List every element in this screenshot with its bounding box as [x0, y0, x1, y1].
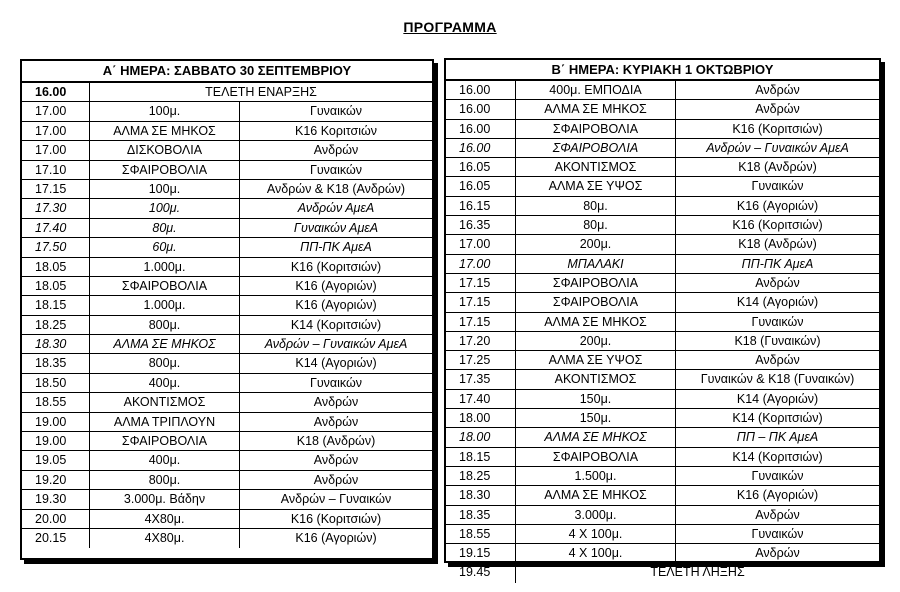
event-cell: 200μ. — [516, 332, 676, 350]
schedule-row — [22, 393, 432, 412]
event-cell: 60μ. — [90, 238, 240, 256]
schedule-row — [446, 177, 879, 196]
category-cell: Ανδρών — [313, 143, 359, 158]
event-cell: ΣΦΑΙΡΟΒΟΛΙΑ — [516, 120, 676, 138]
category-cell: Κ18 (Ανδρών) — [738, 160, 817, 175]
event-cell: ΜΠΑΛΑΚΙ — [516, 255, 676, 273]
category-cell: Κ16 (Κοριτσιών) — [290, 259, 382, 274]
category-cell: Κ14 (Κοριτσιών) — [732, 449, 823, 464]
category-cell: Κ14 (Αγοριών) — [295, 356, 377, 371]
category-cell: Ανδρών — [313, 395, 359, 410]
time-cell: 17.35 — [446, 370, 516, 388]
schedule-row — [446, 197, 879, 216]
schedule-row — [446, 139, 879, 158]
event-cell: 1.000μ. — [90, 258, 240, 276]
event-cell: 80μ. — [516, 216, 676, 234]
event-cell: 100μ. — [90, 180, 240, 198]
time-cell: 18.25 — [446, 467, 516, 485]
time-cell: 19.00 — [22, 432, 90, 450]
time-cell: 18.00 — [446, 409, 516, 427]
category-cell: Κ16 (Κοριτσιών) — [732, 121, 823, 136]
category-cell: Ανδρών — [755, 275, 800, 290]
event-cell: 200μ. — [516, 235, 676, 253]
schedule-row — [22, 413, 432, 432]
category-cell: Κ16 (Αγοριών) — [736, 198, 819, 213]
event-cell: ΑΛΜΑ ΣΕ ΜΗΚΟΣ — [516, 486, 676, 504]
category-cell: Γυναικών — [309, 375, 363, 390]
schedule-row — [22, 510, 432, 529]
time-cell: 19.15 — [446, 544, 516, 562]
category-cell: Κ18 (Ανδρών) — [738, 237, 817, 252]
category-cell: Κ18 (Γυναικών) — [734, 333, 821, 348]
event-cell: ΣΦΑΙΡΟΒΟΛΙΑ — [516, 448, 676, 466]
time-cell: 18.55 — [22, 393, 90, 411]
time-cell: 19.00 — [22, 413, 90, 431]
time-cell: 18.50 — [22, 374, 90, 392]
schedule-row — [22, 335, 432, 354]
day-two-header: Β΄ ΗΜΕΡΑ: ΚΥΡΙΑΚΗ 1 ΟΚΤΩΒΡΙΟΥ — [446, 60, 879, 81]
category-cell: Ανδρών — [755, 83, 800, 97]
schedule-row — [446, 81, 879, 100]
event-cell: 1.000μ. — [90, 296, 240, 314]
event-cell: ΔΙΣΚΟΒΟΛΙΑ — [90, 141, 240, 159]
time-cell: 16.00 — [446, 139, 516, 157]
category-cell: Ανδρών — [313, 414, 359, 429]
category-cell: ΠΠ-ΠΚ ΑμεΑ — [300, 240, 372, 255]
event-cell: ΑΛΜΑ ΣΕ ΜΗΚΟΣ — [90, 122, 240, 140]
category-cell: Γυναικών — [751, 179, 804, 194]
event-cell: 80μ. — [90, 219, 240, 237]
time-cell: 17.15 — [446, 274, 516, 292]
event-cell: ΑΛΜΑ ΣΕ ΜΗΚΟΣ — [90, 335, 240, 353]
time-cell: 17.15 — [22, 180, 90, 198]
time-cell: 20.15 — [22, 529, 90, 548]
time-cell: 17.30 — [22, 199, 90, 217]
time-cell: 18.35 — [446, 506, 516, 524]
time-cell: 18.05 — [22, 277, 90, 295]
category-cell: Γυναικών — [751, 314, 804, 329]
time-cell: 16.00 — [446, 100, 516, 118]
time-cell: 16.00 — [446, 81, 516, 99]
event-cell: ΑΛΜΑ ΤΡΙΠΛΟΥΝ — [90, 413, 240, 431]
event-cell: 4Χ80μ. — [90, 510, 240, 528]
time-cell: 17.25 — [446, 351, 516, 369]
category-cell: Γυναικών — [309, 104, 363, 119]
event-cell: ΑΛΜΑ ΣΕ ΥΨΟΣ — [516, 177, 676, 195]
category-cell: Ανδρών ΑμεΑ — [297, 201, 375, 216]
event-cell: ΑΚΟΝΤΙΣΜΟΣ — [516, 370, 676, 388]
page-title: ΠΡΟΓΡΑΜΜΑ — [403, 19, 497, 35]
event-cell: 4 Χ 100μ. — [516, 544, 676, 562]
category-cell: Ανδρών — [755, 546, 800, 561]
time-cell: 17.40 — [446, 390, 516, 408]
category-cell: Ανδρών — [755, 353, 800, 368]
time-cell: 19.45 — [446, 563, 516, 582]
event-cell: 4 Χ 100μ. — [516, 525, 676, 543]
schedule-row — [22, 451, 432, 470]
category-cell: Ανδρών – Γυναικών ΑμεΑ — [264, 337, 408, 352]
schedule-row — [446, 370, 879, 389]
time-cell: 19.30 — [22, 490, 90, 508]
category-cell: Ανδρών — [313, 453, 359, 468]
event-cell: ΑΛΜΑ ΣΕ ΜΗΚΟΣ — [516, 313, 676, 331]
time-cell: 17.00 — [22, 141, 90, 159]
time-cell: 16.05 — [446, 158, 516, 176]
schedule-row — [22, 354, 432, 373]
event-cell: ΣΦΑΙΡΟΒΟΛΙΑ — [90, 277, 240, 295]
event-cell: 100μ. — [90, 102, 240, 120]
event-cell: ΑΛΜΑ ΣΕ ΜΗΚΟΣ — [516, 428, 676, 446]
time-cell: 16.00 — [22, 83, 90, 101]
schedule-row — [446, 428, 879, 447]
event-cell: 800μ. — [90, 471, 240, 489]
event-cell: ΤΕΛΕΤΗ ΕΝΑΡΞΗΣ — [205, 85, 317, 99]
schedule-row — [22, 316, 432, 335]
category-cell: ΠΠ – ΠΚ ΑμεΑ — [736, 430, 819, 445]
category-cell: Γυναικών ΑμεΑ — [293, 220, 379, 235]
time-cell: 17.20 — [446, 332, 516, 350]
event-cell: ΑΛΜΑ ΣΕ ΥΨΟΣ — [516, 351, 676, 369]
time-cell: 17.00 — [22, 102, 90, 120]
category-cell: Κ16 Κοριτσιών — [294, 123, 377, 138]
event-cell: 1.500μ. — [516, 467, 676, 485]
schedule-row — [22, 102, 432, 121]
event-cell: 100μ. — [90, 199, 240, 217]
event-cell: 400μ. — [90, 374, 240, 392]
time-cell: 17.00 — [446, 235, 516, 253]
category-cell: Ανδρών – Γυναικών ΑμεΑ — [706, 140, 849, 155]
schedule-row — [446, 544, 879, 563]
event-cell: ΑΚΟΝΤΙΣΜΟΣ — [516, 158, 676, 176]
category-cell: Κ14 (Κοριτσιών) — [290, 317, 382, 332]
time-cell: 17.40 — [22, 219, 90, 237]
day-one-rows — [22, 83, 432, 548]
schedule-row — [446, 351, 879, 370]
event-cell: 150μ. — [516, 409, 676, 427]
schedule-row — [22, 199, 432, 218]
event-cell: 3.000μ. — [516, 506, 676, 524]
event-cell: 400μ. ΕΜΠΟΔΙΑ — [516, 81, 676, 99]
schedule-row — [22, 122, 432, 141]
time-cell: 16.15 — [446, 197, 516, 215]
schedule-row — [446, 390, 879, 409]
time-cell: 18.35 — [22, 354, 90, 372]
time-cell: 18.00 — [446, 428, 516, 446]
category-cell: Κ16 (Κοριτσιών) — [732, 218, 823, 233]
time-cell: 17.15 — [446, 293, 516, 311]
day-two-rows — [446, 81, 879, 583]
schedule-row — [446, 563, 879, 582]
schedule-row — [22, 471, 432, 490]
schedule-row — [22, 277, 432, 296]
category-cell: Κ18 (Ανδρών) — [296, 434, 376, 449]
time-cell: 18.15 — [446, 448, 516, 466]
event-cell: ΑΛΜΑ ΣΕ ΜΗΚΟΣ — [516, 100, 676, 118]
schedule-row — [446, 409, 879, 428]
time-cell: 18.30 — [22, 335, 90, 353]
schedule-row — [446, 216, 879, 235]
schedule-row — [22, 161, 432, 180]
time-cell: 19.20 — [22, 471, 90, 489]
schedule-row — [22, 296, 432, 315]
event-cell: ΣΦΑΙΡΟΒΟΛΙΑ — [90, 161, 240, 179]
schedule-row — [446, 332, 879, 351]
day-one-schedule — [20, 59, 434, 560]
event-cell: ΣΦΑΙΡΟΒΟΛΙΑ — [90, 432, 240, 450]
schedule-row — [22, 180, 432, 199]
time-cell: 18.05 — [22, 258, 90, 276]
category-cell: Γυναικών — [309, 162, 363, 177]
event-cell: 4Χ80μ. — [90, 529, 240, 548]
schedule-row — [446, 274, 879, 293]
event-cell: 3.000μ. Βάδην — [90, 490, 240, 508]
time-cell: 16.35 — [446, 216, 516, 234]
time-cell: 20.00 — [22, 510, 90, 528]
schedule-row — [446, 120, 879, 139]
event-cell: 80μ. — [516, 197, 676, 215]
schedule-row — [446, 100, 879, 119]
category-cell: Γυναικών — [751, 468, 804, 483]
time-cell: 17.50 — [22, 238, 90, 256]
time-cell: 17.00 — [22, 122, 90, 140]
time-cell: 18.55 — [446, 525, 516, 543]
category-cell: Ανδρών — [313, 472, 359, 487]
schedule-row — [446, 448, 879, 467]
event-cell: ΣΦΑΙΡΟΒΟΛΙΑ — [516, 293, 676, 311]
schedule-row — [22, 83, 432, 102]
schedule-row — [446, 486, 879, 505]
time-cell: 19.05 — [22, 451, 90, 469]
schedule-row — [22, 490, 432, 509]
schedule-row — [446, 525, 879, 544]
schedule-row — [446, 506, 879, 525]
time-cell: 17.00 — [446, 255, 516, 273]
time-cell: 17.15 — [446, 313, 516, 331]
day-two-schedule — [444, 58, 881, 580]
event-cell: 800μ. — [90, 354, 240, 372]
category-cell: Κ16 (Αγοριών) — [295, 530, 377, 545]
event-cell: ΣΦΑΙΡΟΒΟΛΙΑ — [516, 139, 676, 157]
category-cell: Γυναικών & Κ18 (Γυναικών) — [700, 372, 855, 387]
category-cell: Κ16 (Κοριτσιών) — [290, 511, 382, 526]
day-one-header: Α΄ ΗΜΕΡΑ: ΣΑΒΒΑΤΟ 30 ΣΕΠΤΕΜΒΡΙΟΥ — [22, 61, 432, 83]
schedule-row — [22, 141, 432, 160]
schedule-row — [446, 467, 879, 486]
schedule-row — [22, 432, 432, 451]
schedule-row — [446, 313, 879, 332]
event-cell: ΣΦΑΙΡΟΒΟΛΙΑ — [516, 274, 676, 292]
schedule-row — [446, 235, 879, 254]
schedule-row — [22, 219, 432, 238]
schedule-row — [22, 529, 432, 548]
event-cell: ΤΕΛΕΤΗ ΛΗΞΗΣ — [650, 565, 745, 580]
schedule-row — [446, 293, 879, 312]
category-cell: Ανδρών – Γυναικών — [280, 492, 392, 507]
category-cell: ΠΠ-ΠΚ ΑμεΑ — [741, 256, 814, 271]
time-cell: 16.00 — [446, 120, 516, 138]
schedule-row — [22, 258, 432, 277]
category-cell: Ανδρών — [755, 507, 800, 522]
event-cell: 150μ. — [516, 390, 676, 408]
category-cell: Κ14 (Κοριτσιών) — [732, 411, 823, 426]
time-cell: 18.15 — [22, 296, 90, 314]
category-cell: Ανδρών & Κ18 (Ανδρών) — [266, 181, 406, 196]
time-cell: 18.25 — [22, 316, 90, 334]
time-cell: 17.10 — [22, 161, 90, 179]
category-cell: Κ14 (Αγοριών) — [736, 295, 819, 310]
schedule-row — [446, 158, 879, 177]
category-cell: Κ14 (Αγοριών) — [736, 391, 819, 406]
event-cell: ΑΚΟΝΤΙΣΜΟΣ — [90, 393, 240, 411]
category-cell: Γυναικών — [751, 526, 804, 541]
category-cell: Ανδρών — [755, 102, 800, 117]
schedule-row — [22, 374, 432, 393]
schedule-row — [22, 238, 432, 257]
time-cell: 18.30 — [446, 486, 516, 504]
schedule-row — [446, 255, 879, 274]
category-cell: Κ16 (Αγοριών) — [295, 278, 377, 293]
time-cell: 16.05 — [446, 177, 516, 195]
category-cell: Κ16 (Αγοριών) — [736, 488, 819, 503]
category-cell: Κ16 (Αγοριών) — [295, 298, 377, 313]
event-cell: 400μ. — [90, 451, 240, 469]
event-cell: 800μ. — [90, 316, 240, 334]
